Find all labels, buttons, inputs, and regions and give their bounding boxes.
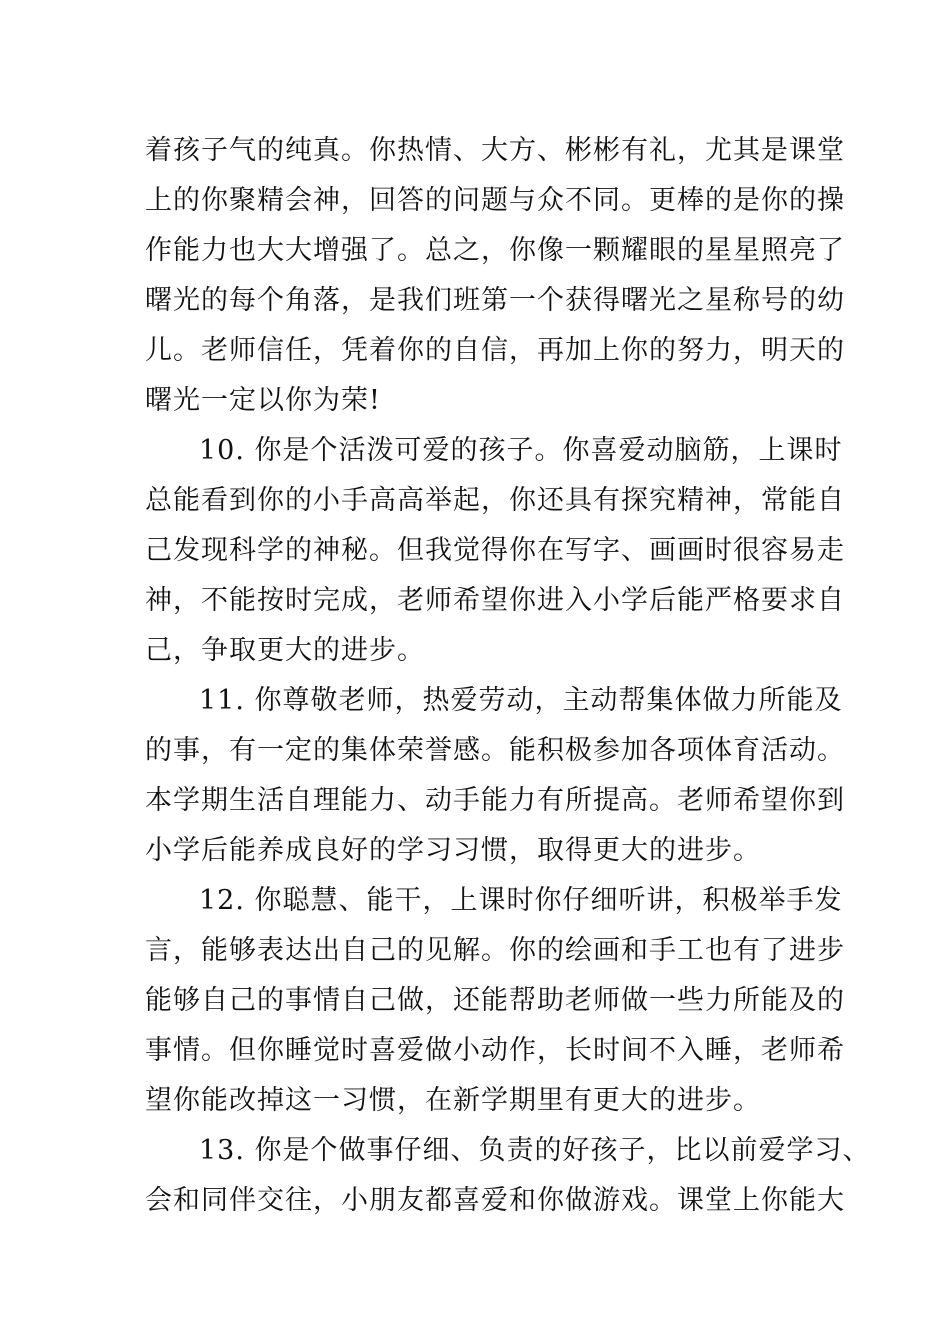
text-line: 会和同伴交往，小朋友都喜爱和你做游戏。课堂上你能大: [145, 1185, 845, 1216]
text-line: 能够自己的事情自己做，还能帮助老师做一些力所能及的: [145, 985, 845, 1016]
paragraph-10-first-line: 10. 你是个活泼可爱的孩子。你喜爱动脑筋，上课时: [199, 435, 843, 466]
text-line: 总能看到你的小手高高举起，你还具有探究精神，常能自: [145, 485, 845, 516]
text-line: 作能力也大大增强了。总之，你像一颗耀眼的星星照亮了: [145, 235, 845, 266]
text-line: 着孩子气的纯真。你热情、大方、彬彬有礼，尤其是课堂: [145, 135, 845, 166]
paragraph-13-first-line: 13. 你是个做事仔细、负责的好孩子，比以前爱学习、: [199, 1135, 871, 1166]
text-line: 本学期生活自理能力、动手能力有所提高。老师希望你到: [145, 785, 845, 816]
text-line: 上的你聚精会神，回答的问题与众不同。更棒的是你的操: [145, 185, 845, 216]
paragraph-11-first-line: 11. 你尊敬老师，热爱劳动，主动帮集体做力所能及: [199, 685, 843, 716]
text-line: 己，争取更大的进步。: [145, 635, 425, 666]
text-line: 儿。老师信任，凭着你的自信，再加上你的努力，明天的: [145, 335, 845, 366]
text-line: 的事，有一定的集体荣誉感。能积极参加各项体育活动。: [145, 735, 845, 766]
text-line: 曙光一定以你为荣!: [145, 385, 381, 416]
text-line: 事情。但你睡觉时喜爱做小动作，长时间不入睡，老师希: [145, 1035, 845, 1066]
text-line: 己发现科学的神秘。但我觉得你在写字、画画时很容易走: [145, 535, 845, 566]
text-line: 言，能够表达出自己的见解。你的绘画和手工也有了进步: [145, 935, 845, 966]
paragraph-12-first-line: 12. 你聪慧、能干，上课时你仔细听讲，积极举手发: [199, 885, 843, 916]
text-line: 望你能改掉这一习惯，在新学期里有更大的进步。: [145, 1085, 761, 1116]
text-line: 曙光的每个角落，是我们班第一个获得曙光之星称号的幼: [145, 285, 845, 316]
text-line: 小学后能养成良好的学习习惯，取得更大的进步。: [145, 835, 761, 866]
text-line: 神，不能按时完成，老师希望你进入小学后能严格要求自: [145, 585, 845, 616]
